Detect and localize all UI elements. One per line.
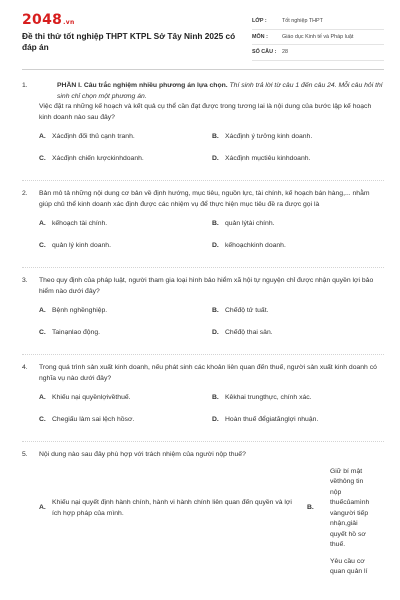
question-separator <box>22 180 384 181</box>
option-letter: A. <box>39 307 46 314</box>
header-divider <box>22 69 384 70</box>
info-label: MÔN : <box>252 33 268 40</box>
option-text: Giữ bí mật vềthông tin nộp thuếcủamình vàngười tiếp nhận,giải quyết hồ sơ thuế. <box>330 467 370 548</box>
option-letter: A. <box>39 504 46 512</box>
option-b[interactable] <box>307 467 370 551</box>
info-label: SỐ CÂU : <box>252 49 277 56</box>
option-text: Xácđịnh đối thủ cạnh tranh. <box>52 133 135 140</box>
option-c[interactable] <box>39 241 212 263</box>
option-d[interactable] <box>212 415 385 437</box>
options <box>39 132 384 176</box>
info-label: LỚP : <box>252 18 267 25</box>
question-1 <box>22 81 384 176</box>
option-letter: B. <box>212 133 219 140</box>
info-value: 28 <box>282 49 288 56</box>
question-separator <box>22 354 384 355</box>
option-text: Bệnh nghềnghiệp. <box>52 307 108 314</box>
option-letter: C. <box>39 416 46 423</box>
question-2 <box>22 189 384 263</box>
question-number: 2. <box>22 190 28 197</box>
option-d[interactable] <box>212 241 385 263</box>
info-row-count <box>252 45 384 61</box>
question-number: 1. <box>22 82 28 89</box>
option-letter: A. <box>39 220 46 227</box>
option-text: quản lýtài chính. <box>225 220 275 227</box>
option-c[interactable] <box>39 415 212 437</box>
options <box>39 467 384 551</box>
exam-title: Đề thi thử tốt nghiệp THPT KTPL Sở Tây Ninh 2025 có đáp án <box>22 31 236 52</box>
info-value: Tốt nghiệp THPT <box>282 18 323 25</box>
options <box>39 306 384 350</box>
question-text: Việc đặt ra những kế hoạch và kết quả cụ thể cần đạt được trong tương lai là nội dung của bước lập kế hoạch kinh doanh nào sau đây? <box>39 103 372 121</box>
option-text: Xácđịnh mụctiêu kinhdoanh. <box>225 155 311 162</box>
option-text: Khiếu nại quyết định hành chính, hành vi hành chính liên quan đến quyền và lợi ích hợp pháp của mình. <box>52 499 292 517</box>
option-text: Khiếu nại quyềnlợivềthuế. <box>52 394 131 401</box>
option-a[interactable] <box>39 132 212 154</box>
option-b[interactable] <box>212 306 385 328</box>
option-text: Chegiấu làm sai lệch hồsơ. <box>52 416 135 423</box>
option-c[interactable] <box>39 154 212 176</box>
question-text: Theo quy định của pháp luật, người tham gia loại hình bảo hiểm xã hội tự nguyện chỉ được nhận quyền lợi bảo hiểm nào dưới đây? <box>39 277 374 295</box>
option-text: Xácđịnh ý tưởng kinh doanh. <box>225 133 313 140</box>
option-text: quản lý kinh doanh. <box>52 242 111 249</box>
question-text: Trong quá trình sản xuất kinh doanh, nếu phát sinh các khoản liên quan đến thuế, người sản xuất kinh doanh có nghĩa vụ nào dưới đây? <box>39 364 377 382</box>
option-c[interactable] <box>39 328 212 350</box>
options <box>39 219 384 263</box>
info-row-class <box>252 14 384 30</box>
site-logo[interactable]: 2048.vn <box>22 12 75 28</box>
question-3 <box>22 276 384 350</box>
options <box>39 393 384 437</box>
option-letter: B. <box>307 504 314 512</box>
option-text: Tainạnlao động. <box>52 329 100 336</box>
exam-info-table <box>252 14 384 61</box>
option-letter: D. <box>212 242 219 249</box>
page-header <box>0 0 400 62</box>
option-letter: A. <box>39 394 46 401</box>
option-text: Chếđộ thai sản. <box>225 329 273 336</box>
option-d[interactable] <box>212 154 385 176</box>
option-letter: B. <box>212 220 219 227</box>
option-text: Hoàn thuế đểgiatănglợi nhuận. <box>225 416 319 423</box>
option-a[interactable] <box>39 393 212 415</box>
option-text: Xácđịnh chiến lượckinhdoanh. <box>52 155 144 162</box>
option-letter: D. <box>212 329 219 336</box>
option-text: kếhoạch tài chính. <box>52 220 108 227</box>
part-note: Thí sinh trả lời từ câu 1 đến câu 24. Mỗi câu hỏi thí sinh chỉ chọn một phương án. <box>57 82 383 100</box>
option-letter: C. <box>39 242 46 249</box>
option-b[interactable] <box>212 132 385 154</box>
part-title: PHẦN I. Câu trắc nghiệm nhiều phương án lựa chọn. <box>57 82 228 89</box>
option-text: kếhoạchkinh doanh. <box>225 242 286 249</box>
next-option-fragment: Yêu cầu cơ quan quản lí <box>330 557 368 575</box>
question-number: 5. <box>22 451 28 458</box>
option-b[interactable] <box>212 219 385 241</box>
option-letter: D. <box>212 155 219 162</box>
option-a[interactable] <box>39 306 212 328</box>
question-text: Bản mô tả những nội dung cơ bản về định hướng, mục tiêu, nguồn lực, tài chính, kế hoạch bán hàng,... nhằm giúp chủ thể kinh doanh xác định được các nhiệm vụ để thực hiện mục tiêu đề ra được gọi là <box>39 190 370 208</box>
question-list <box>22 81 384 578</box>
option-d[interactable] <box>212 328 385 350</box>
option-letter: C. <box>39 155 46 162</box>
question-4 <box>22 363 384 437</box>
option-text: Kêkhai trungthực, chính xác. <box>225 394 312 401</box>
info-value: Giáo dục Kinh tế và Pháp luật <box>282 33 354 40</box>
option-a[interactable] <box>39 219 212 241</box>
option-a[interactable] <box>39 467 307 551</box>
option-letter: D. <box>212 416 219 423</box>
question-separator <box>22 267 384 268</box>
option-letter: B. <box>212 307 219 314</box>
question-5 <box>22 450 384 578</box>
question-text: Nội dung nào sau đây phù hợp với trách nhiệm của người nộp thuế? <box>39 451 246 458</box>
question-number: 3. <box>22 277 28 284</box>
option-letter: A. <box>39 133 46 140</box>
option-letter: C. <box>39 329 46 336</box>
part-heading <box>39 81 384 102</box>
question-number: 4. <box>22 364 28 371</box>
question-separator <box>22 441 384 442</box>
info-row-subject <box>252 30 384 46</box>
option-letter: B. <box>212 394 219 401</box>
option-text: Chếđộ tử tuất. <box>225 307 269 314</box>
option-b[interactable] <box>212 393 385 415</box>
